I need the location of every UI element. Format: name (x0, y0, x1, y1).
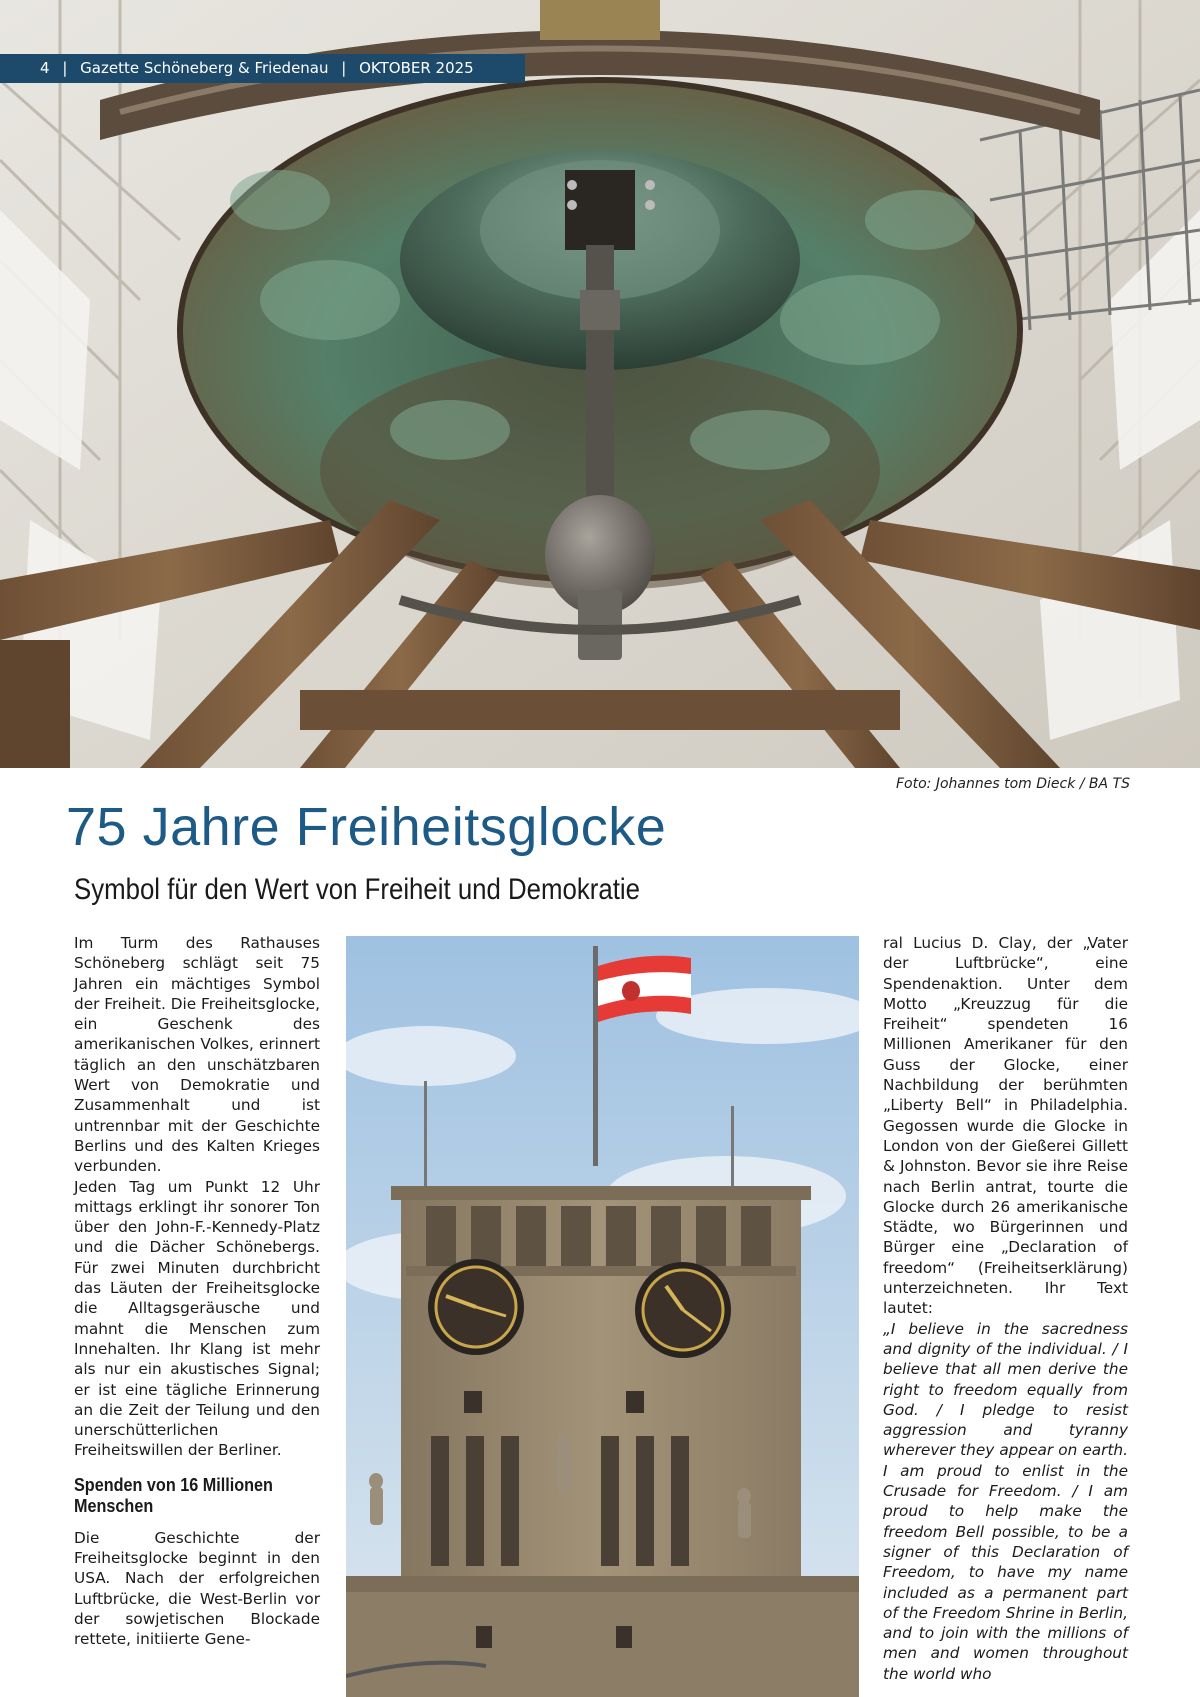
bell-photo (0, 0, 1200, 768)
body-paragraph: Jeden Tag um Punkt 12 Uhr mittags erklingt ihr sonorer Ton über den John-F.-Kennedy-Platz und die Dächer Schönebergs. Für zwei Minuten durchbricht das Läuten der Freiheitsglocke die Alltagsgeräusche und mahnt die Menschen zum Innehalten. Ihr Klang ist mehr als nur ein akustisches Signal; er ist eine tägliche Erinnerung an die Zeit der Teilung und den unerschütterlichen Freiheitswillen der Berliner. (74, 1177, 320, 1460)
town-hall-tower-illustration (346, 936, 859, 1697)
left-text-column (74, 933, 320, 1650)
page-number: 4 (40, 59, 50, 77)
right-text-column (883, 933, 1128, 1684)
page-header-band (0, 54, 525, 83)
article-title: 75 Jahre Freiheitsglocke (66, 797, 667, 857)
tower-photo (346, 936, 859, 1697)
declaration-quote: „I believe in the sacredness and dignity of the individual. / I believe that all men derive the right to freedom equally from God. / I pledge to resist aggression and tyranny wherever they appear on earth. I am proud to enlist in the Crusade for Freedom. / I am proud to help make the freedom Bell possible, to be a signer of this Declaration of Freedom, to have my name included as a permanent part of the Freedom Shrine in Berlin, and to join with the millions of men and women throughout the world who (883, 1319, 1128, 1683)
section-subheading: Spenden von 16 Millionen Menschen (74, 1474, 273, 1516)
header-separator: | (341, 59, 347, 77)
bell-illustration (0, 0, 1200, 768)
photo-credit: Foto: Johannes tom Dieck / BA TS (895, 776, 1130, 792)
body-paragraph: Die Geschichte der Freiheitsglocke beginnt in den USA. Nach der erfolgreichen Luftbrücke, die West-Berlin vor der sowjetischen Blockade rettete, initiierte Gene- (74, 1528, 320, 1649)
header-separator: | (62, 59, 68, 77)
body-paragraph: ral Lucius D. Clay, der „Vater der Luftbrücke“, eine Spendenaktion. Unter dem Motto „Kreuzzug für die Freiheit“ spendeten 16 Millionen Amerikaner für den Guss der Glocke, einer Nachbildung der berühmten „Liberty Bell“ in Philadelphia. Gegossen wurde die Glocke in London von der Gießerei Gillett & Johnston. Bevor sie ihre Reise nach Berlin antrat, tourte die Glocke durch 26 amerikanische Städte, wo Bürgerinnen und Bürger eine „Declaration of freedom“ (Freiheitserklärung) unterzeichneten. Ihr Text lautet: (883, 934, 1128, 1318)
intro-paragraph: Im Turm des Rathauses Schöneberg schlägt seit 75 Jahren ein mächtiges Symbol der Freiheit. Die Freiheitsglocke, ein Geschenk des amerikanischen Volkes, erinnert täglich an den unschätzbaren Wert von Demokratie und Zusammenhalt und ist untrennbar mit der Geschichte Berlins und des Kalten Krieges verbunden. (74, 934, 320, 1176)
article-subtitle: Symbol für den Wert von Freiheit und Demokratie (74, 873, 640, 906)
issue-date: OKTOBER 2025 (359, 59, 474, 77)
publication-name: Gazette Schöneberg & Friedenau (80, 59, 329, 77)
